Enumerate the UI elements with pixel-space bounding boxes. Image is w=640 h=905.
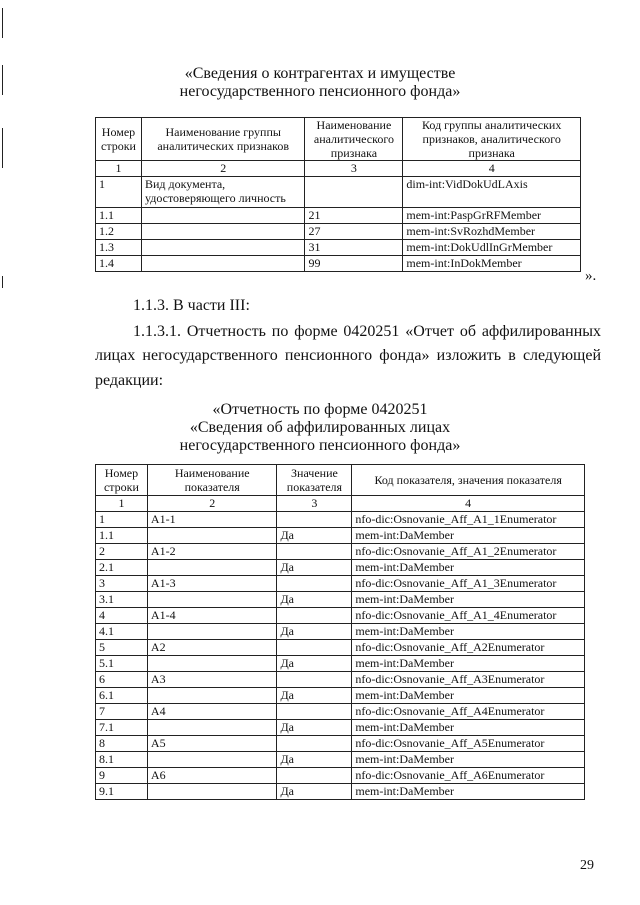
cell-code: nfo-dic:Osnovanie_Aff_A1_2Enumerator <box>352 544 585 560</box>
cell-name: A4 <box>147 704 277 720</box>
column-header: Наименование группы аналитических признаков <box>141 118 305 161</box>
cell-row-number: 1 <box>96 512 148 528</box>
cell-code: nfo-dic:Osnovanie_Aff_A6Enumerator <box>352 768 585 784</box>
closing-quote: ». <box>585 268 597 284</box>
cell-name <box>147 528 277 544</box>
cell-value: 99 <box>305 256 403 272</box>
paragraph-line: редакции: <box>95 372 164 389</box>
column-header: Код показателя, значения показателя <box>352 465 585 496</box>
column-header: Значение показателя <box>277 465 352 496</box>
cell-name: A2 <box>147 640 277 656</box>
table-row <box>96 576 585 592</box>
column-header: Наименование показателя <box>147 465 277 496</box>
cell-code: mem-int:DaMember <box>352 560 585 576</box>
paragraph-line: 1.1.3.1. Отчетность по форме 0420251 «Отчет об аффилированных <box>133 323 601 340</box>
cell-code: mem-int:InDokMember <box>403 256 581 272</box>
cell-name: A1-4 <box>147 608 277 624</box>
cell-name <box>141 256 305 272</box>
cell-code: mem-int:SvRozhdMember <box>403 224 581 240</box>
contractors-table <box>95 117 581 272</box>
cell-code: nfo-dic:Osnovanie_Aff_A4Enumerator <box>352 704 585 720</box>
table-header-row <box>96 118 581 161</box>
column-header: Номер строки <box>96 465 148 496</box>
cell-value <box>277 736 352 752</box>
table-row <box>96 672 585 688</box>
cell-row-number: 5.1 <box>96 656 148 672</box>
cell-name <box>147 592 277 608</box>
cell-code: mem-int:DokUdlInGrMember <box>403 240 581 256</box>
column-number: 4 <box>403 161 581 177</box>
column-header: Код группы аналитических признаков, аналитического признака <box>403 118 581 161</box>
cell-row-number: 2.1 <box>96 560 148 576</box>
cell-row-number: 6 <box>96 672 148 688</box>
cell-value: 27 <box>305 224 403 240</box>
cell-value <box>277 640 352 656</box>
column-number: 4 <box>352 496 585 512</box>
column-number: 1 <box>96 496 148 512</box>
cell-code: nfo-dic:Osnovanie_Aff_A1_4Enumerator <box>352 608 585 624</box>
cell-name: A3 <box>147 672 277 688</box>
cell-value <box>277 576 352 592</box>
cell-row-number: 1.4 <box>96 256 142 272</box>
table2-title-line3: негосударственного пенсионного фонда» <box>179 437 461 454</box>
column-header: Номер строки <box>96 118 142 161</box>
cell-value: Да <box>277 656 352 672</box>
table2-title-line1: «Отчетность по форме 0420251 <box>212 401 428 418</box>
cell-row-number: 9.1 <box>96 784 148 800</box>
cell-name <box>147 656 277 672</box>
cell-code: nfo-dic:Osnovanie_Aff_A1_1Enumerator <box>352 512 585 528</box>
cell-code: mem-int:DaMember <box>352 656 585 672</box>
margin-mark <box>2 128 3 168</box>
table-row <box>96 736 585 752</box>
cell-code: nfo-dic:Osnovanie_Aff_A2Enumerator <box>352 640 585 656</box>
column-number: 1 <box>96 161 142 177</box>
cell-code: mem-int:DaMember <box>352 528 585 544</box>
cell-code: mem-int:PaspGrRFMember <box>403 208 581 224</box>
table1-title-line2: негосударственного пенсионного фонда» <box>179 83 461 100</box>
cell-value <box>277 768 352 784</box>
cell-value: 21 <box>305 208 403 224</box>
cell-value <box>305 177 403 208</box>
cell-row-number: 8.1 <box>96 752 148 768</box>
table-row <box>96 512 585 528</box>
cell-row-number: 1.1 <box>96 208 142 224</box>
cell-name: A1-3 <box>147 576 277 592</box>
cell-row-number: 1 <box>96 177 142 208</box>
cell-code: mem-int:DaMember <box>352 592 585 608</box>
affiliated-persons-table <box>95 464 585 800</box>
cell-value <box>277 544 352 560</box>
cell-value: Да <box>277 624 352 640</box>
cell-code: nfo-dic:Osnovanie_Aff_A5Enumerator <box>352 736 585 752</box>
cell-value: Да <box>277 592 352 608</box>
table-row <box>96 752 585 768</box>
cell-name: A5 <box>147 736 277 752</box>
cell-code: mem-int:DaMember <box>352 784 585 800</box>
cell-name <box>141 224 305 240</box>
cell-row-number: 3 <box>96 576 148 592</box>
table-row <box>96 240 581 256</box>
cell-value: Да <box>277 720 352 736</box>
cell-code: mem-int:DaMember <box>352 752 585 768</box>
cell-name <box>141 240 305 256</box>
cell-row-number: 1.1 <box>96 528 148 544</box>
cell-row-number: 2 <box>96 544 148 560</box>
cell-name <box>147 560 277 576</box>
cell-value: Да <box>277 528 352 544</box>
cell-value <box>277 608 352 624</box>
cell-row-number: 1.2 <box>96 224 142 240</box>
table-row <box>96 704 585 720</box>
table-row <box>96 784 585 800</box>
cell-row-number: 4 <box>96 608 148 624</box>
table-row <box>96 656 585 672</box>
cell-row-number: 1.3 <box>96 240 142 256</box>
column-number-row <box>96 496 585 512</box>
cell-code: nfo-dic:Osnovanie_Aff_A3Enumerator <box>352 672 585 688</box>
cell-name: A1-1 <box>147 512 277 528</box>
column-number: 2 <box>147 496 277 512</box>
table-row <box>96 608 585 624</box>
table-row <box>96 544 585 560</box>
cell-row-number: 7.1 <box>96 720 148 736</box>
cell-value: Да <box>277 560 352 576</box>
table-row <box>96 560 585 576</box>
cell-value: Да <box>277 688 352 704</box>
table-row <box>96 256 581 272</box>
table1-title-line1: «Сведения о контрагентах и имуществе <box>184 65 456 82</box>
table-row <box>96 592 585 608</box>
section-heading: 1.1.3. В части III: <box>133 297 250 314</box>
cell-row-number: 5 <box>96 640 148 656</box>
column-number: 3 <box>305 161 403 177</box>
table-header-row <box>96 465 585 496</box>
cell-name <box>147 752 277 768</box>
cell-name <box>147 624 277 640</box>
table-row <box>96 528 585 544</box>
cell-row-number: 9 <box>96 768 148 784</box>
cell-code: mem-int:DaMember <box>352 720 585 736</box>
cell-name <box>141 208 305 224</box>
margin-mark <box>2 8 3 38</box>
cell-code: dim-int:VidDokUdLAxis <box>403 177 581 208</box>
cell-name <box>147 784 277 800</box>
cell-name: Вид документа, удостоверяющего личность <box>141 177 305 208</box>
table-row <box>96 720 585 736</box>
cell-value <box>277 672 352 688</box>
cell-name: A6 <box>147 768 277 784</box>
cell-value: 31 <box>305 240 403 256</box>
cell-name <box>147 688 277 704</box>
cell-value <box>277 704 352 720</box>
table-row <box>96 768 585 784</box>
cell-name <box>147 720 277 736</box>
column-number-row <box>96 161 581 177</box>
cell-code: nfo-dic:Osnovanie_Aff_A1_3Enumerator <box>352 576 585 592</box>
cell-code: mem-int:DaMember <box>352 688 585 704</box>
table-row <box>96 624 585 640</box>
margin-mark <box>2 276 3 288</box>
cell-row-number: 8 <box>96 736 148 752</box>
column-header: Наименование аналитического признака <box>305 118 403 161</box>
cell-row-number: 6.1 <box>96 688 148 704</box>
column-number: 2 <box>141 161 305 177</box>
table-row <box>96 177 581 208</box>
table-row <box>96 688 585 704</box>
table-row <box>96 224 581 240</box>
cell-value: Да <box>277 752 352 768</box>
page-number: 29 <box>580 858 594 873</box>
cell-name: A1-2 <box>147 544 277 560</box>
paragraph-line: лицах негосударственного пенсионного фонда» изложить в следующей <box>95 347 601 364</box>
table-row <box>96 640 585 656</box>
cell-value: Да <box>277 784 352 800</box>
cell-code: mem-int:DaMember <box>352 624 585 640</box>
cell-row-number: 3.1 <box>96 592 148 608</box>
cell-row-number: 7 <box>96 704 148 720</box>
cell-value <box>277 512 352 528</box>
table-row <box>96 208 581 224</box>
table2-title-line2: «Сведения об аффилированных лицах <box>189 419 451 436</box>
cell-row-number: 4.1 <box>96 624 148 640</box>
column-number: 3 <box>277 496 352 512</box>
